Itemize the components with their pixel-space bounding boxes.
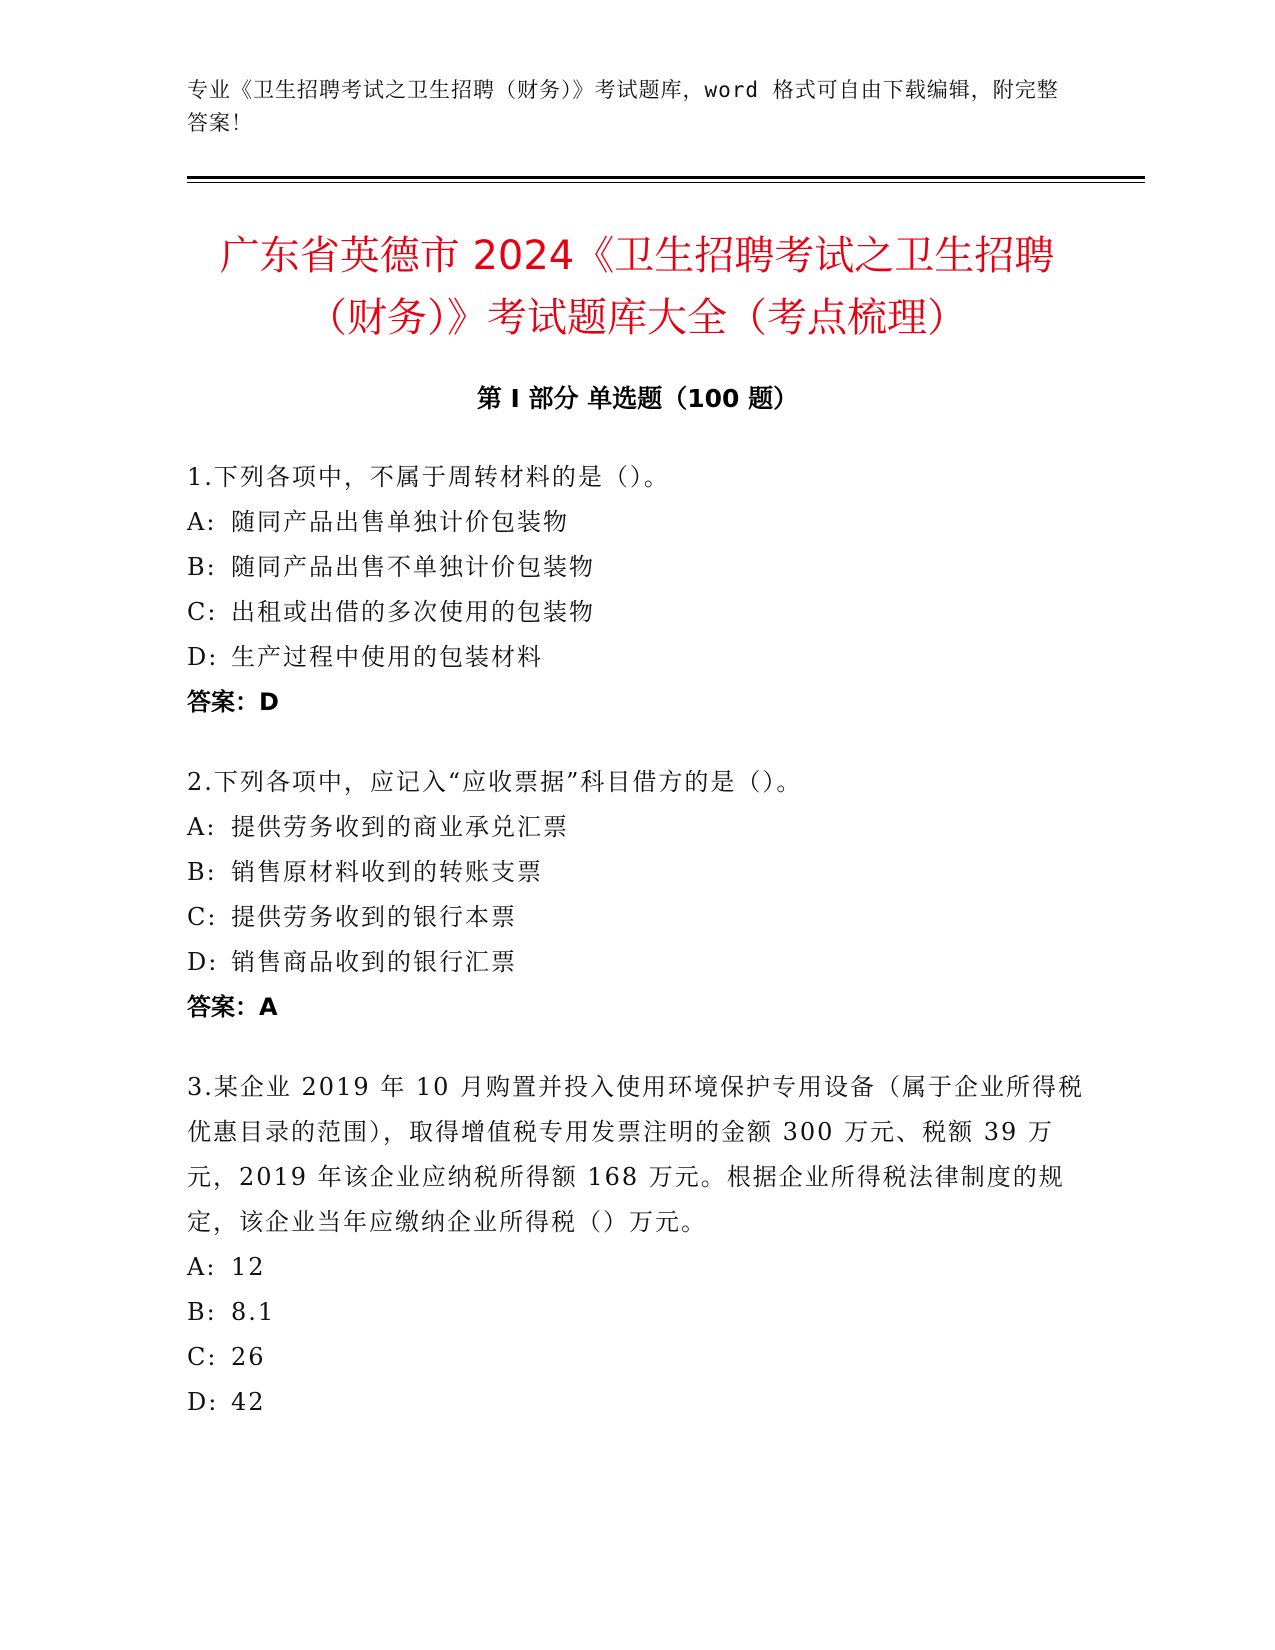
option-label: D: xyxy=(187,1388,219,1416)
question-stem: 2.下列各项中，应记入“应收票据”科目借方的是（）。 xyxy=(187,768,803,796)
option-a xyxy=(187,1245,1087,1290)
option-text: 生产过程中使用的包装材料 xyxy=(231,643,543,671)
document-title: 广东省英德市 2024《卫生招聘考试之卫生招聘（财务）》考试题库大全（考点梳理） xyxy=(219,233,1055,341)
option-text: 随同产品出售单独计价包装物 xyxy=(231,508,569,536)
option-text: 提供劳务收到的银行本票 xyxy=(231,903,517,931)
option-label: B: xyxy=(187,1298,217,1326)
header-rule-thin xyxy=(187,182,1145,183)
option-label: A: xyxy=(187,813,217,841)
option-text: 随同产品出售不单独计价包装物 xyxy=(231,553,595,581)
option-d xyxy=(187,1380,1087,1425)
option-text: 26 xyxy=(231,1343,266,1371)
option-text: 销售商品收到的银行汇票 xyxy=(231,948,517,976)
question-1 xyxy=(187,455,1087,725)
option-label: B: xyxy=(187,553,217,581)
option-label: A: xyxy=(187,508,217,536)
question-3 xyxy=(187,1065,1087,1425)
option-a xyxy=(187,805,1087,850)
option-label: A: xyxy=(187,1253,217,1281)
section-title: 第 I 部分 单选题（100 题） xyxy=(476,384,799,413)
option-label: C: xyxy=(187,1343,218,1371)
question-2 xyxy=(187,760,1087,1030)
option-a xyxy=(187,500,1087,545)
question-stem: 1.下列各项中，不属于周转材料的是（）。 xyxy=(187,463,670,491)
option-label: D: xyxy=(187,643,219,671)
option-text: 42 xyxy=(231,1388,266,1416)
option-text: 提供劳务收到的商业承兑汇票 xyxy=(231,813,569,841)
answer: 答案：D xyxy=(187,688,279,716)
option-text: 12 xyxy=(231,1253,266,1281)
option-b xyxy=(187,1290,1087,1335)
option-label: D: xyxy=(187,948,219,976)
option-text: 出租或出借的多次使用的包装物 xyxy=(231,598,595,626)
option-d xyxy=(187,940,1087,985)
option-text: 销售原材料收到的转账支票 xyxy=(231,858,543,886)
option-b xyxy=(187,545,1087,590)
option-b xyxy=(187,850,1087,895)
option-label: C: xyxy=(187,598,218,626)
option-text: 8.1 xyxy=(231,1298,276,1326)
answer: 答案：A xyxy=(187,993,278,1021)
header-note: 专业《卫生招聘考试之卫生招聘（财务）》考试题库，word 格式可自由下载编辑，附完整答案！ xyxy=(187,78,1059,135)
option-label: C: xyxy=(187,903,218,931)
option-label: B: xyxy=(187,858,217,886)
option-d xyxy=(187,635,1087,680)
option-c xyxy=(187,895,1087,940)
header-rule-thick xyxy=(187,176,1145,179)
question-stem: 3.某企业 2019 年 10 月购置并投入使用环境保护专用设备（属于企业所得税优惠目录的范围），取得增值税专用发票注明的金额 300 万元、税额 39 万元，2019 年该企业应纳税所得额 168 万元。根据企业所得税法律制度的规定，该企业当年应缴纳企业所得税（）万元。 xyxy=(187,1073,1085,1236)
option-c xyxy=(187,590,1087,635)
option-c xyxy=(187,1335,1087,1380)
